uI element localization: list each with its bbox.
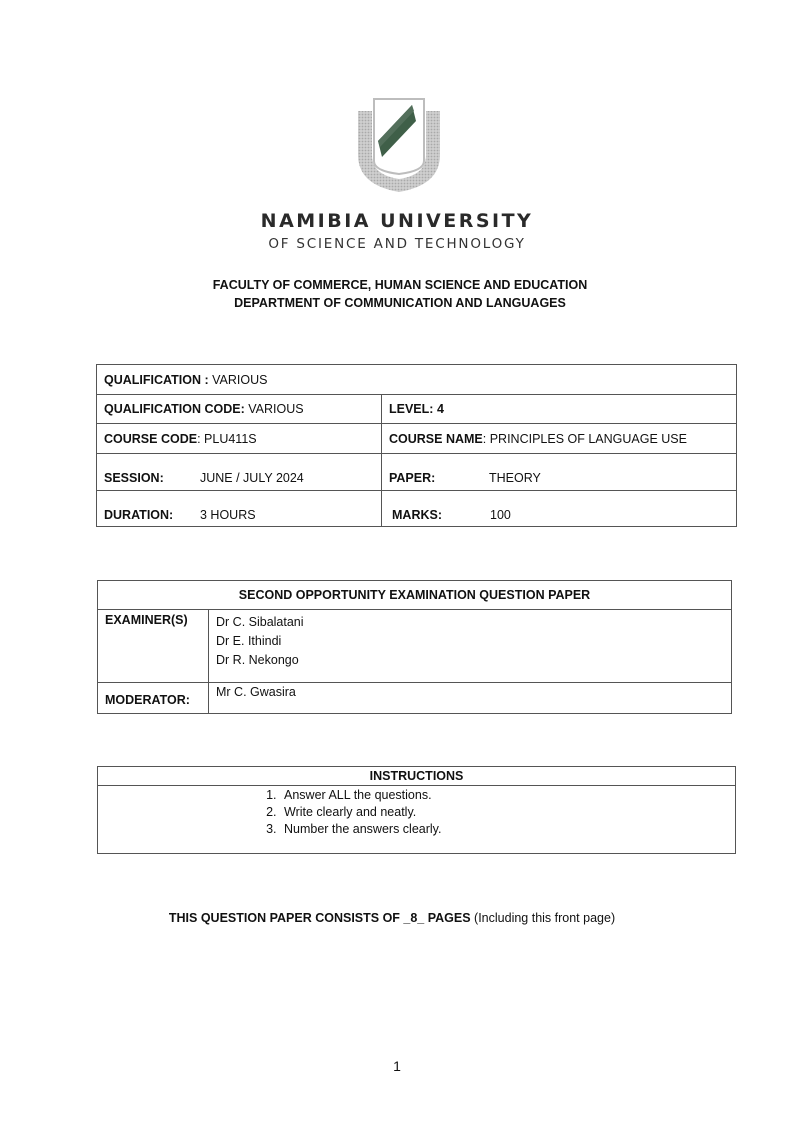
- instruction-item: 3. Number the answers clearly.: [280, 821, 728, 838]
- course-name-value: : PRINCIPLES OF LANGUAGE USE: [482, 431, 687, 446]
- moderator-cell: [209, 683, 732, 714]
- moderator-label: MODERATOR:: [105, 693, 190, 707]
- qualification-code-cell: [97, 395, 382, 424]
- moderator-name: Mr C. Gwasira: [216, 685, 296, 699]
- qualification-code-label: QUALIFICATION CODE:: [104, 402, 245, 416]
- examiner-name: Dr E. Ithindi: [216, 634, 282, 648]
- instruction-item: 2. Write clearly and neatly.: [280, 804, 728, 821]
- paper-cell: [382, 454, 737, 491]
- instruction-item: 1. Answer ALL the questions.: [280, 787, 728, 804]
- paper-label: PAPER:: [389, 471, 436, 485]
- marks-label: MARKS:: [392, 507, 442, 522]
- course-name-label: COURSE NAME: [389, 431, 483, 446]
- course-code-value: : PLU411S: [197, 431, 257, 446]
- examiner-name: Dr R. Nekongo: [216, 653, 299, 667]
- qualification-cell: [97, 365, 737, 395]
- level-label: LEVEL:: [389, 402, 434, 416]
- instructions-list: [105, 787, 728, 838]
- session-value: JUNE / JULY 2024: [200, 471, 304, 485]
- examiner-name: Dr C. Sibalatani: [216, 615, 304, 629]
- page-count-note-bold: THIS QUESTION PAPER CONSISTS OF _8_ PAGES: [168, 911, 471, 925]
- examiners-label-cell: [98, 610, 209, 683]
- exam-paper-title-text: SECOND OPPORTUNITY EXAMINATION QUESTION PAPER: [238, 588, 591, 602]
- duration-label: DURATION:: [104, 507, 174, 522]
- page-count-note: [0, 911, 784, 925]
- qualification-code-value: VARIOUS: [248, 402, 304, 416]
- page-count-note-regular: (Including this front page): [470, 911, 616, 925]
- course-code-label: COURSE CODE: [104, 431, 198, 446]
- marks-value: 100: [490, 507, 511, 522]
- moderator-label-cell: [98, 683, 209, 714]
- duration-cell: [97, 491, 382, 527]
- exam-paper-title: [98, 581, 732, 610]
- qualification-label: QUALIFICATION :: [104, 372, 209, 387]
- faculty-heading: FACULTY OF COMMERCE, HUMAN SCIENCE AND EDUCATION: [212, 278, 588, 292]
- instructions-table: [97, 766, 736, 854]
- instructions-title: INSTRUCTIONS: [369, 769, 464, 783]
- examiners-label: EXAMINER(S): [105, 613, 188, 627]
- exam-paper-table: [97, 580, 732, 714]
- level-cell: [382, 395, 737, 424]
- course-code-cell: [97, 424, 382, 454]
- duration-value: 3 HOURS: [200, 507, 256, 522]
- university-logo: [352, 95, 446, 195]
- page-number: 1: [393, 1058, 401, 1074]
- session-cell: [97, 454, 382, 491]
- instructions-title-cell: [98, 767, 736, 786]
- level-value: 4: [436, 402, 444, 416]
- department-heading: DEPARTMENT OF COMMUNICATION AND LANGUAGES: [234, 296, 566, 310]
- university-name: NAMIBIA UNIVERSITY: [260, 210, 534, 232]
- paper-value: THEORY: [489, 471, 541, 485]
- course-info-table: [96, 364, 737, 527]
- marks-cell: [382, 491, 737, 527]
- university-subtitle: OF SCIENCE AND TECHNOLOGY: [268, 236, 526, 252]
- examiners-cell: [209, 610, 732, 683]
- course-name-cell: [382, 424, 737, 454]
- session-label: SESSION:: [104, 471, 164, 485]
- qualification-value: VARIOUS: [212, 372, 268, 387]
- instructions-list-cell: [98, 786, 736, 854]
